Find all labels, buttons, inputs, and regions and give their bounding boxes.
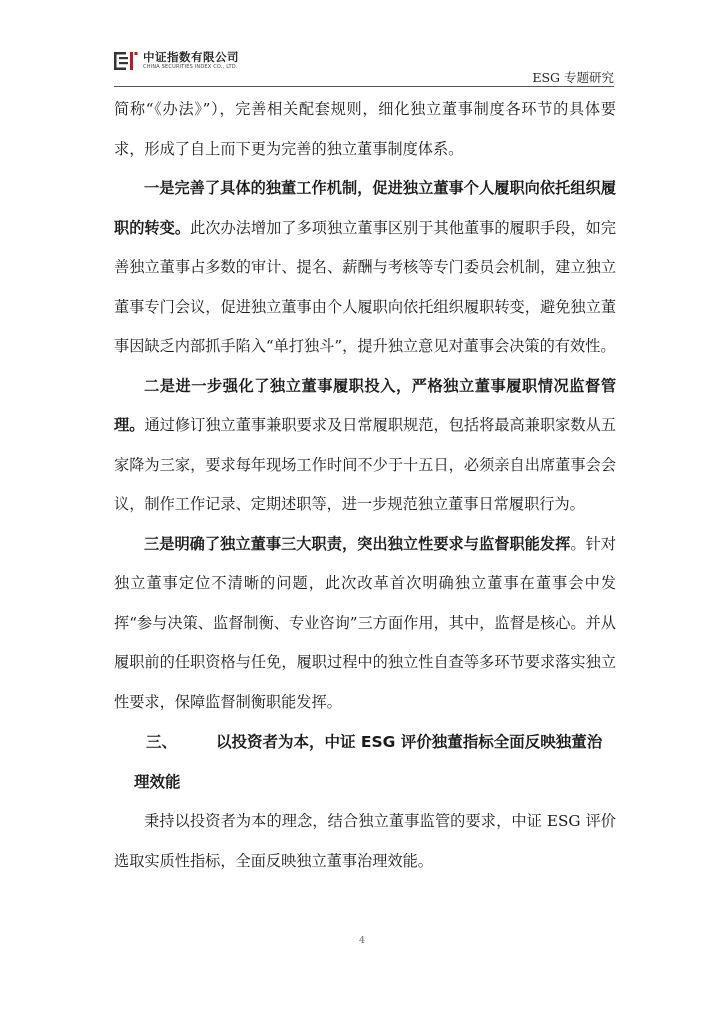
paragraph-lead: 一是完善了具体的独董工作机制，促进独立董事个人履职向依托组织履职的转变。 [114, 179, 616, 237]
paragraph [114, 169, 616, 367]
report-label: ESG 专题研究 [532, 70, 614, 85]
paragraph-lead: 二是进一步强化了独立董事履职投入，严格独立董事履职情况监督管理。 [114, 376, 616, 434]
document-body [114, 90, 616, 881]
paragraph-body: 。针对独立董事定位不清晰的问题，此次改革首次明确独立董事在董事会中发挥“参与决策、监督制衡、专业咨询”三方面作用，其中，监督是核心。并从履职前的任职资格与任免，履职过程中的独立性自查等多环节要求落实独立性要求，保障监督制衡职能发挥。 [114, 534, 617, 711]
page-number: 4 [358, 935, 366, 946]
paragraph: 简称“《办法》”），完善相关配套规则，细化独立董事制度各环节的具体要求，形成了自上而下更为完善的独立董事制度体系。 [114, 100, 616, 158]
paragraph-body: 此次办法增加了多项独立董事区别于其他董事的履职手段，如完善独立董事占多数的审计、提名、薪酬与考核等专门委员会机制，建立独立董事专门会议，促进独立董事由个人履职向依托组织履职转变，避免独立董事因缺乏内部抓手陷入“单打独斗”，提升独立意见对董事会决策的有效性。 [114, 218, 617, 355]
section-number: 三、 [146, 733, 178, 751]
logo-english-name: CHINA SECURITIES INDEX CO., LTD. [143, 64, 238, 71]
paragraph: 秉持以投资者为本的理念，结合独立董事监管的要求，中证 ESG 评价选取实质性指标，全面反映独立董事治理效能。 [114, 812, 616, 870]
logo-chinese-name: 中证指数有限公司 [143, 49, 239, 64]
paragraph [114, 367, 616, 525]
paragraph-lead: 三是明确了独立董事三大职责，突出独立性要求与监督职能发挥 [144, 534, 571, 553]
section-title: 以投资者为本，中证 ESG 评价独董指标全面反映独董治 [216, 733, 603, 751]
paragraph [114, 525, 616, 723]
section-heading [114, 722, 616, 762]
company-logo [114, 50, 239, 72]
paragraph-body: 通过修订独立董事兼职要求及日常履职规范，包括将最高兼职家数从五家降为三家，要求每年现场工作时间不少于十五日，必须亲自出席董事会会议，制作工作记录、定期述职等，进一步规范独立董事日常履职行为。 [114, 416, 617, 513]
logo-mark-icon [114, 50, 138, 72]
page-header [114, 50, 614, 90]
section-heading-continued [134, 762, 616, 802]
section-title-continued: 理效能 [134, 773, 181, 791]
header-divider [114, 86, 614, 87]
